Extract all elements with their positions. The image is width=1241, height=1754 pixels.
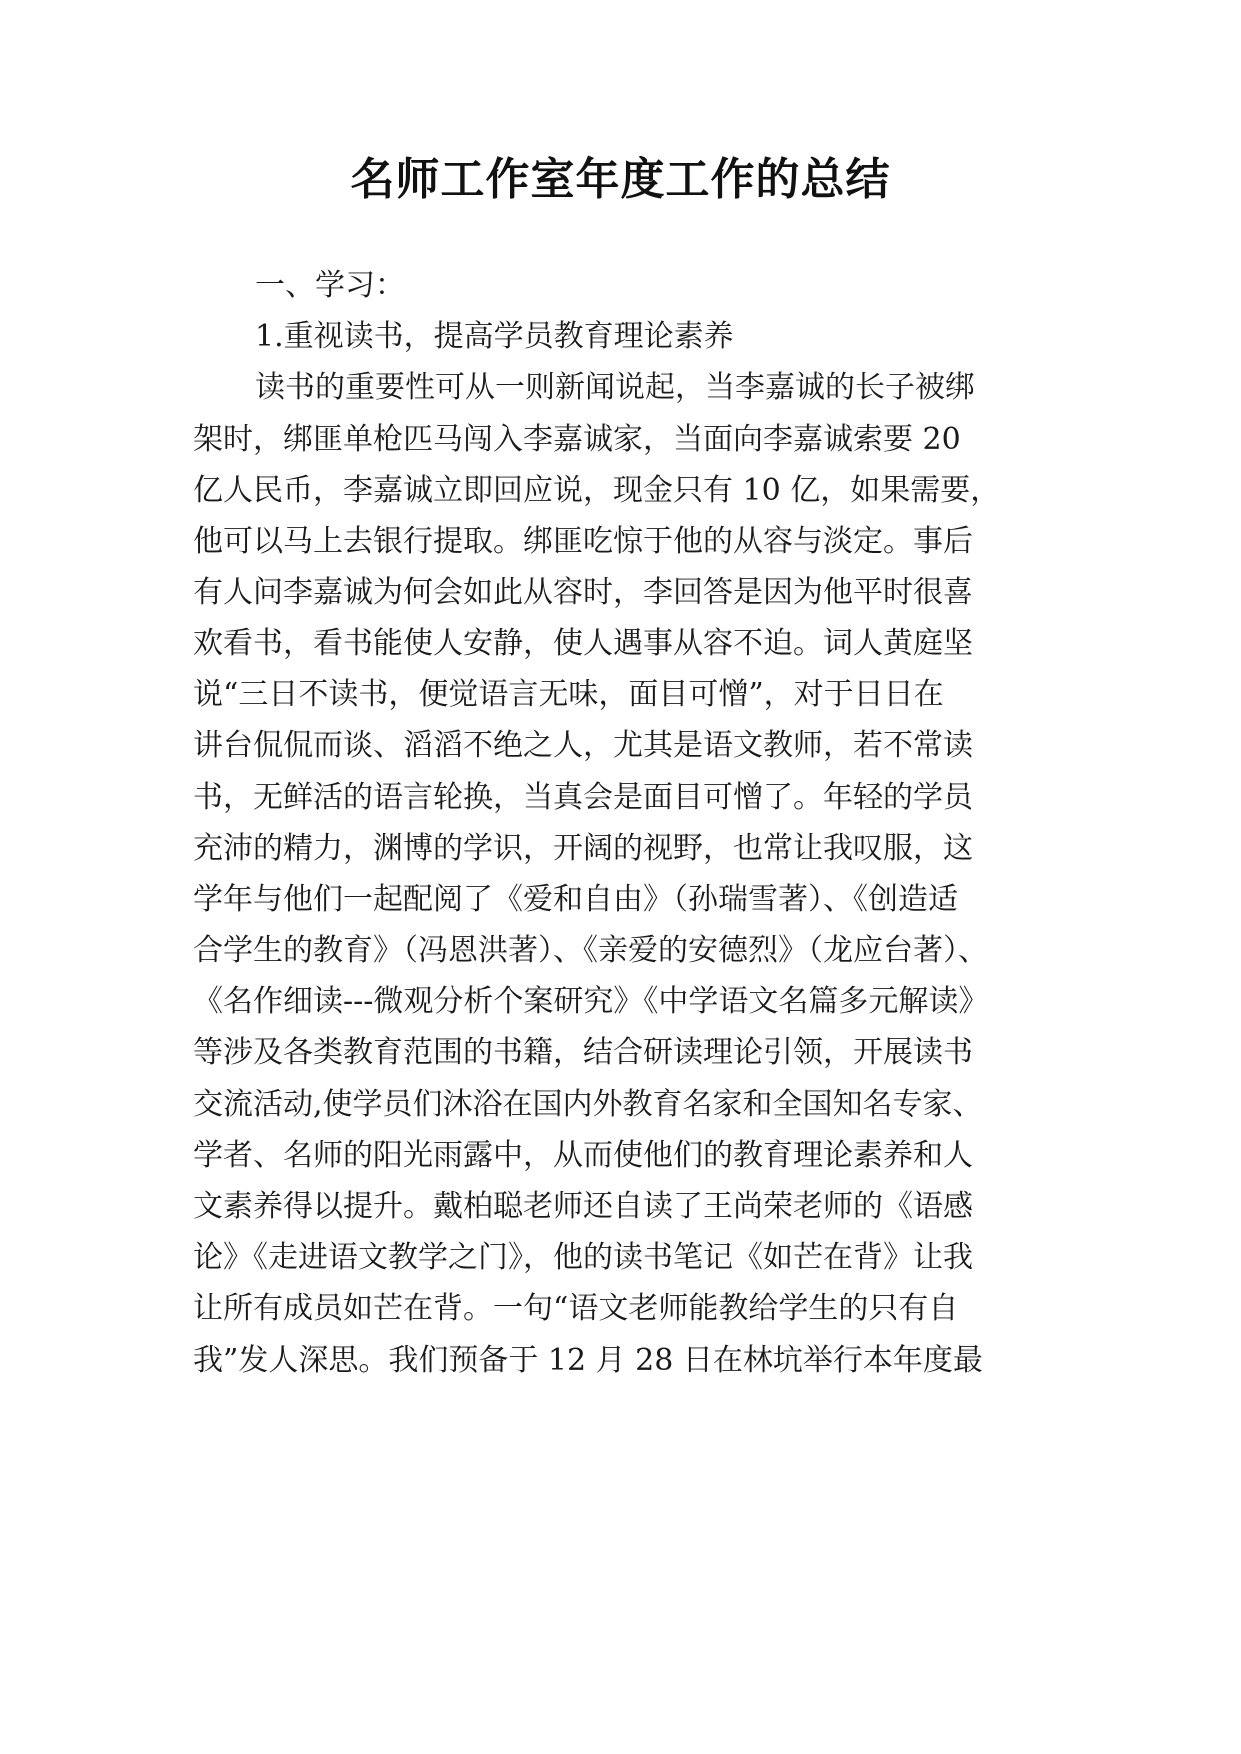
body-line: 有人问李嘉诚为何会如此从容时，李回答是因为他平时很喜: [193, 575, 973, 610]
body-line: 交流活动,使学员们沐浴在国内外教育名家和全国知名专家、: [193, 1087, 983, 1122]
body-line: 亿人民币，李嘉诚立即回应说，现金只有 10 亿，如果需要，: [193, 473, 1001, 508]
body-line: 学者、名师的阳光雨露中，从而使他们的教育理论素养和人: [193, 1138, 973, 1173]
section-heading-study: 一、学习：: [255, 268, 405, 303]
body-line: 论》《走进语文教学之门》，他的读书笔记《如芒在背》让我: [193, 1240, 973, 1275]
body-line: 充沛的精力，渊博的学识，开阔的视野，也常让我叹服，这: [193, 831, 973, 866]
document-title: 名师工作室年度工作的总结: [350, 154, 891, 205]
body-line: 欢看书，看书能使人安静，使人遇事从容不迫。词人黄庭坚: [193, 626, 973, 661]
body-line: 讲台侃侃而谈、滔滔不绝之人，尤其是语文教师，若不常读: [193, 728, 973, 763]
body-line: 合学生的教育》（冯恩洪著）、《亲爱的安德烈》（龙应台著）、: [193, 933, 988, 968]
body-line: 架时，绑匪单枪匹马闯入李嘉诚家，当面向李嘉诚索要 20: [193, 422, 961, 457]
body-line: 等涉及各类教育范围的书籍，结合研读理论引领，开展读书: [193, 1035, 973, 1070]
body-line: 书，无鲜活的语言轮换，当真会是面目可憎了。年轻的学员: [193, 780, 973, 815]
body-line: 《名作细读---微观分析个案研究》《中学语文名篇多元解读》: [193, 984, 989, 1019]
body-line: 文素养得以提升。戴柏聪老师还自读了王尚荣老师的《语感: [193, 1189, 973, 1224]
body-line: 我”发人深思。我们预备于 12 月 28 日在林坑举行本年度最: [193, 1343, 983, 1378]
subheading-reading: 1.重视读书，提高学员教育理论素养: [255, 319, 734, 354]
body-line: 说“三日不读书，便觉语言无味，面目可憎”，对于日日在: [193, 677, 944, 712]
body-line: 他可以马上去银行提取。绑匪吃惊于他的从容与淡定。事后: [193, 524, 973, 559]
body-line: 让所有成员如芒在背。一句“语文老师能教给学生的只有自: [193, 1291, 959, 1326]
body-line: 学年与他们一起配阅了《爱和自由》（孙瑞雪著）、《创造适: [193, 882, 958, 917]
body-line: 读书的重要性可从一则新闻说起，当李嘉诚的长子被绑: [255, 370, 975, 405]
